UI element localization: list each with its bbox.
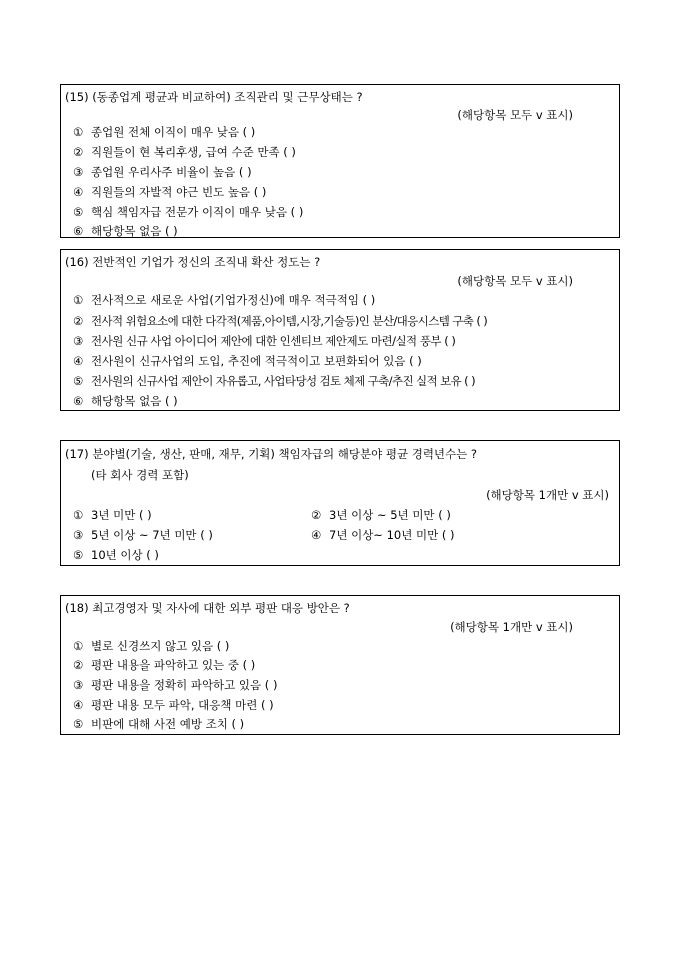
question-17-subtext: (타 회사 경력 포함) xyxy=(91,468,189,482)
option-label: 종업원 우리사주 비율이 높음 ( ) xyxy=(91,165,252,179)
q16-option-1[interactable] xyxy=(73,290,375,310)
option-label: 평판 내용을 파악하고 있는 중 ( ) xyxy=(91,658,256,672)
option-number: ④ xyxy=(73,698,84,712)
question-15-box xyxy=(60,84,620,238)
question-17-box xyxy=(60,440,620,566)
option-label: 종업원 전체 이직이 매우 낮음 ( ) xyxy=(91,125,256,139)
question-17-hint: (해당항목 1개만 v 표시) xyxy=(486,488,609,502)
option-label: 직원들이 현 복리후생, 급여 수준 만족 ( ) xyxy=(91,145,296,159)
option-number: ① xyxy=(73,639,84,653)
q15-option-2[interactable] xyxy=(73,142,296,162)
q17-option-3[interactable] xyxy=(73,525,213,545)
q16-option-3[interactable] xyxy=(73,331,455,351)
option-number: ① xyxy=(73,508,84,522)
option-label: 7년 이상~ 10년 미만 ( ) xyxy=(329,528,455,542)
option-label: 평판 내용 모두 파악, 대응책 마련 ( ) xyxy=(91,698,274,712)
option-number: ④ xyxy=(73,185,84,199)
question-18-hint: (해당항목 1개만 v 표시) xyxy=(450,620,573,634)
q16-option-6[interactable] xyxy=(73,391,178,411)
q16-option-2[interactable] xyxy=(73,311,487,331)
option-number: ③ xyxy=(73,528,84,542)
option-label: 별로 신경쓰지 않고 있음 ( ) xyxy=(91,639,230,653)
q18-option-2[interactable] xyxy=(73,655,255,675)
question-17-text: (17) 분야별(기술, 생산, 판매, 재무, 기획) 책임자급의 해당분야 평균 경력년수는 ? xyxy=(65,447,478,461)
option-label: 5년 이상 ~ 7년 미만 ( ) xyxy=(91,528,213,542)
option-label: 전사적으로 새로운 사업(기업가정신)에 매우 적극적임 ( ) xyxy=(91,293,376,307)
option-label: 평판 내용을 정확히 파악하고 있음 ( ) xyxy=(91,678,278,692)
q17-option-1[interactable] xyxy=(73,505,152,525)
option-number: ① xyxy=(73,125,84,139)
q17-option-4[interactable] xyxy=(311,525,455,545)
option-label: 핵심 책임자급 전문가 이직이 매우 낮음 ( ) xyxy=(91,205,304,219)
option-label: 비판에 대해 사전 예방 조치 ( ) xyxy=(91,717,245,731)
option-label: 해당항목 없음 ( ) xyxy=(91,394,178,408)
option-label: 직원들의 자발적 야근 빈도 높음 ( ) xyxy=(91,185,267,199)
option-number: ④ xyxy=(311,528,322,542)
question-18-box xyxy=(60,595,620,735)
option-number: ⑥ xyxy=(73,394,84,408)
q15-option-5[interactable] xyxy=(73,202,303,222)
option-number: ③ xyxy=(73,165,84,179)
option-label: 3년 이상 ~ 5년 미만 ( ) xyxy=(329,508,451,522)
option-label: 전사원의 신규사업 제안이 자유롭고, 사업타당성 검토 체제 구축/추진 실적 보유 ( ) xyxy=(91,374,475,388)
option-number: ② xyxy=(73,658,84,672)
question-15-text: (15) (동종업계 평균과 비교하여) 조직관리 및 근무상태는 ? xyxy=(65,90,363,104)
option-label: 전사적 위험요소에 대한 다각적(제품,아이템,시장,기술등)인 분산/대응시스템 구축 ( ) xyxy=(91,314,488,328)
option-label: 10년 이상 ( ) xyxy=(91,548,159,562)
option-number: ⑤ xyxy=(73,205,84,219)
q16-option-5[interactable] xyxy=(73,371,475,391)
option-number: ⑤ xyxy=(73,717,84,731)
option-number: ① xyxy=(73,293,84,307)
option-number: ② xyxy=(311,508,322,522)
question-15-hint: (해당항목 모두 v 표시) xyxy=(457,108,573,122)
option-label: 3년 미만 ( ) xyxy=(91,508,152,522)
q18-option-3[interactable] xyxy=(73,675,277,695)
q17-option-5[interactable] xyxy=(73,545,159,565)
option-number: ② xyxy=(73,145,84,159)
option-label: 전사원 신규 사업 아이디어 제안에 대한 인센티브 제안제도 마련/실적 풍부 ( ) xyxy=(91,334,456,348)
q15-option-6[interactable] xyxy=(73,221,178,241)
question-16-box xyxy=(60,249,620,411)
option-label: 전사원이 신규사업의 도입, 추진에 적극적이고 보편화되어 있음 ( ) xyxy=(91,354,422,368)
q15-option-4[interactable] xyxy=(73,182,266,202)
option-label: 해당항목 없음 ( ) xyxy=(91,224,178,238)
q18-option-5[interactable] xyxy=(73,714,244,734)
q16-option-4[interactable] xyxy=(73,351,422,371)
option-number: ③ xyxy=(73,678,84,692)
question-18-text: (18) 최고경영자 및 자사에 대한 외부 평판 대응 방안은 ? xyxy=(65,601,350,615)
option-number: ⑥ xyxy=(73,224,84,238)
option-number: ④ xyxy=(73,354,84,368)
q18-option-4[interactable] xyxy=(73,695,274,715)
q18-option-1[interactable] xyxy=(73,636,229,656)
option-number: ⑤ xyxy=(73,374,84,388)
option-number: ⑤ xyxy=(73,548,84,562)
q15-option-1[interactable] xyxy=(73,122,255,142)
q15-option-3[interactable] xyxy=(73,162,252,182)
option-number: ② xyxy=(73,314,84,328)
q17-option-2[interactable] xyxy=(311,505,451,525)
option-number: ③ xyxy=(73,334,84,348)
question-16-text: (16) 전반적인 기업가 정신의 조직내 확산 정도는 ? xyxy=(65,255,321,269)
question-16-hint: (해당항목 모두 v 표시) xyxy=(457,274,573,288)
